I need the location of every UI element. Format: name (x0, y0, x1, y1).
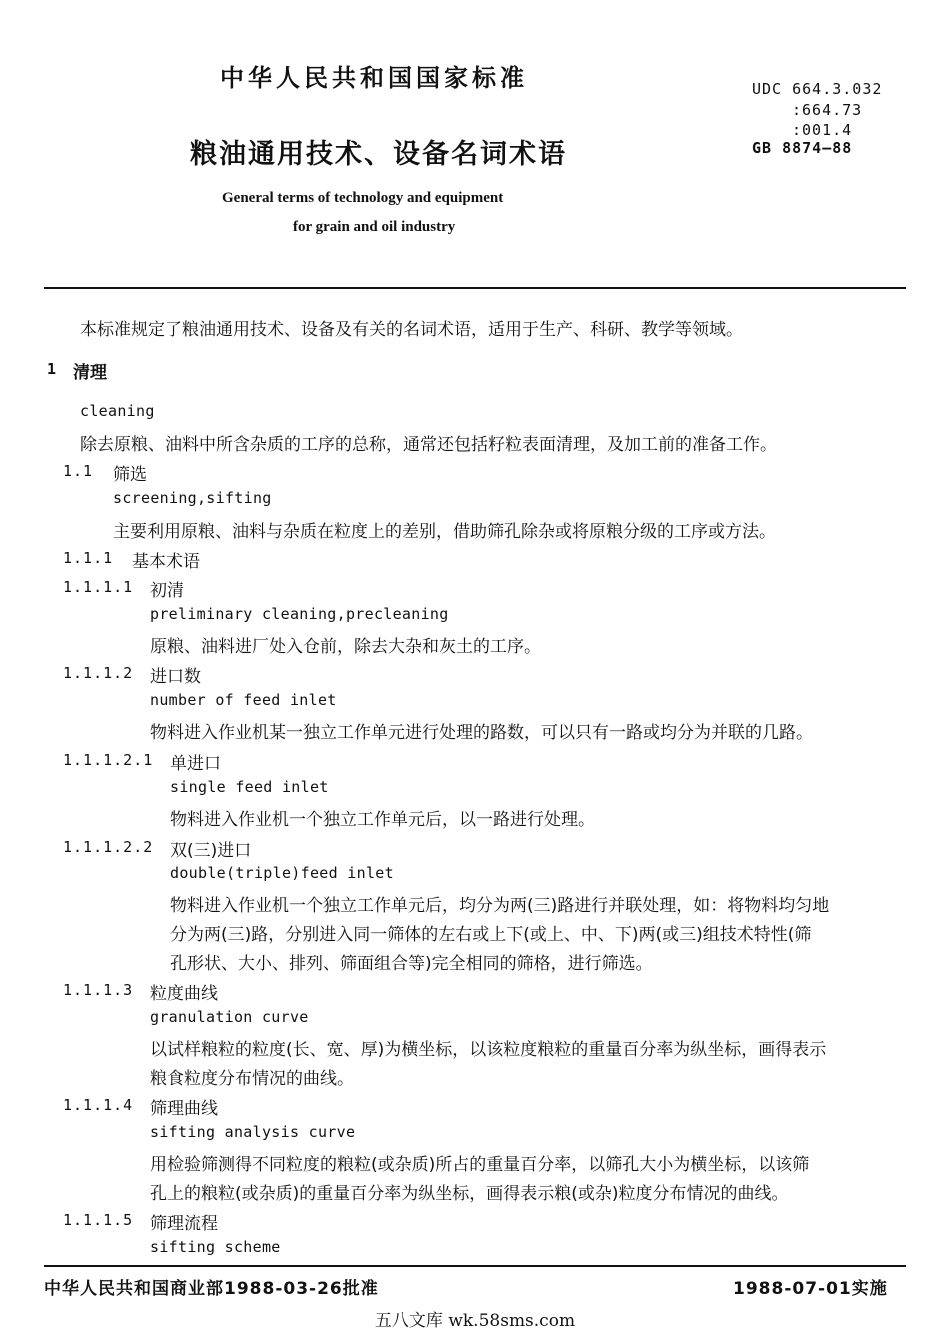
section-1-1-title: 筛选 (113, 465, 147, 485)
section-1-1-definition: 主要利用原粮、油料与杂质在粒度上的差别，借助筛孔除杂或将原粮分级的工序或方法。 (113, 522, 776, 542)
udc-code-line-3: :001.4 (792, 121, 853, 139)
section-1-1-1-2-english: number of feed inlet (150, 691, 337, 709)
section-1-english: cleaning (80, 402, 155, 420)
section-1-1-1-2-2-definition-line-2: 分为两(三)路，分别进入同一筛体的左右或上下(或上、中、下)两(或三)组技术特性(筛 (170, 925, 812, 945)
section-1-1-1-4-definition-line-1: 用检验筛测得不同粒度的粮粒(或杂质)所占的重量百分率，以筛孔大小为横坐标，以该筛 (150, 1155, 810, 1175)
section-1-1-1-number: 1.1.1 (63, 549, 114, 567)
udc-code-line-2: :664.73 (792, 101, 863, 119)
section-1-title: 清理 (73, 363, 107, 383)
section-1-1-1-2-2-number: 1.1.1.2.2 (63, 838, 154, 856)
section-1-1-1-2-title: 进口数 (150, 667, 201, 687)
section-1-1-1-3-english: granulation curve (150, 1008, 309, 1026)
section-1-1-1-4-number: 1.1.1.4 (63, 1096, 134, 1114)
section-1-1-1-2-1-number: 1.1.1.2.1 (63, 751, 154, 769)
section-1-1-1-1-title: 初清 (150, 581, 184, 601)
english-title-line-1: General terms of technology and equipment (222, 190, 504, 206)
english-title-line-2: for grain and oil industry (293, 219, 456, 235)
standard-type-heading: 中华人民共和国国家标准 (220, 64, 528, 92)
section-1-1-1-5-english: sifting scheme (150, 1238, 281, 1256)
section-1-1-number: 1.1 (63, 462, 94, 480)
header-divider (44, 287, 906, 289)
section-1-1-1-2-number: 1.1.1.2 (63, 664, 134, 682)
section-1-1-1-1-number: 1.1.1.1 (63, 578, 134, 596)
section-1-1-1-1-definition: 原粮、油料进厂处入仓前，除去大杂和灰土的工序。 (150, 637, 541, 657)
section-1-number: 1 (47, 360, 58, 378)
section-1-1-1-3-number: 1.1.1.3 (63, 981, 134, 999)
section-1-1-1-3-title: 粒度曲线 (150, 984, 218, 1004)
section-1-1-1-title: 基本术语 (132, 552, 200, 572)
document-title: 粮油通用技术、设备名词术语 (190, 139, 567, 170)
section-1-1-1-3-definition-line-1: 以试样粮粒的粒度(长、宽、厚)为横坐标，以该粒度粮粒的重量百分率为纵坐标，画得表示 (150, 1040, 827, 1060)
watermark-text: 五八文库 wk.58sms.com (374, 1311, 576, 1331)
section-1-1-1-2-1-english: single feed inlet (170, 778, 329, 796)
section-1-1-1-2-2-title: 双(三)进口 (170, 841, 252, 861)
implementation-date: 1988-07-01实施 (733, 1279, 888, 1299)
section-1-1-1-2-2-definition-line-1: 物料进入作业机一个独立工作单元后，均分为两(三)路进行并联处理，如：将物料均匀地 (170, 896, 830, 916)
section-1-1-1-2-definition: 物料进入作业机某一独立工作单元进行处理的路数，可以只有一路或均分为并联的几路。 (150, 723, 813, 743)
footer-divider (44, 1265, 906, 1267)
section-1-1-1-2-1-definition: 物料进入作业机一个独立工作单元后，以一路进行处理。 (170, 810, 595, 830)
udc-code-line-1: UDC 664.3.032 (752, 80, 883, 98)
section-1-1-1-4-english: sifting analysis curve (150, 1123, 356, 1141)
section-1-1-1-3-definition-line-2: 粮食粒度分布情况的曲线。 (150, 1069, 354, 1089)
section-1-1-1-2-2-definition-line-3: 孔形状、大小、排列、筛面组合等)完全相同的筛格，进行筛选。 (170, 954, 653, 974)
section-1-1-1-1-english: preliminary cleaning,precleaning (150, 605, 449, 623)
gb-number: GB 8874—88 (752, 139, 853, 157)
intro-paragraph: 本标准规定了粮油通用技术、设备及有关的名词术语，适用于生产、科研、教学等领域。 (80, 320, 743, 340)
section-1-1-1-5-title: 筛理流程 (150, 1214, 218, 1234)
section-1-definition: 除去原粮、油料中所含杂质的工序的总称，通常还包括籽粒表面清理，及加工前的准备工作。 (80, 435, 777, 455)
section-1-1-1-2-2-english: double(triple)feed inlet (170, 864, 394, 882)
section-1-1-1-5-number: 1.1.1.5 (63, 1211, 134, 1229)
approval-line: 中华人民共和国商业部1988-03-26批准 (44, 1279, 379, 1299)
section-1-1-1-4-title: 筛理曲线 (150, 1099, 218, 1119)
section-1-1-1-4-definition-line-2: 孔上的粮粒(或杂质)的重量百分率为纵坐标，画得表示粮(或杂)粒度分布情况的曲线。 (150, 1184, 789, 1204)
section-1-1-1-2-1-title: 单进口 (170, 754, 221, 774)
section-1-1-english: screening,sifting (113, 489, 272, 507)
